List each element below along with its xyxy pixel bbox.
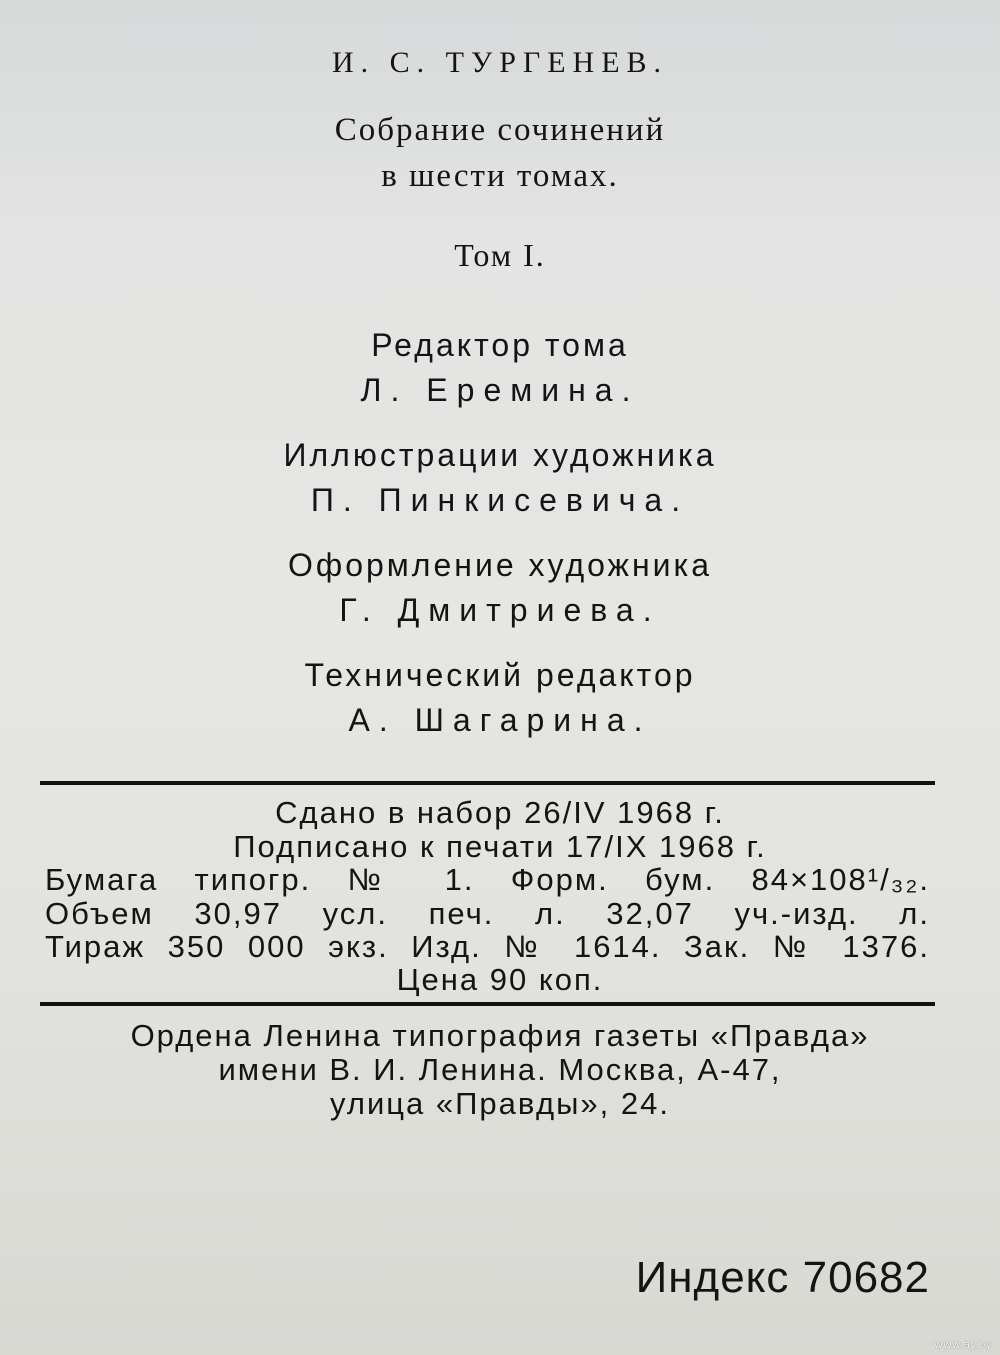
collection-title-line2: в шести томах. [381,158,619,194]
printer-line2: имени В. И. Ленина. Москва, А-47, [218,1052,782,1087]
imprint-paper-format: Бумага типогр. № 1. Форм. бум. 84×108¹/₃₂. [45,862,930,897]
credit-role-designer: Оформление художника [287,547,712,583]
volume-label: Том I. [454,237,546,273]
divider-rule-top [40,781,935,785]
printer-line3: улица «Правды», 24. [330,1086,670,1121]
imprint-typeset-date: Сдано в набор 26/IV 1968 г. [275,795,725,830]
divider-rule-bottom [40,1002,935,1006]
credit-role-volume-editor: Редактор тома [371,327,629,363]
credit-role-technical-editor: Технический редактор [304,657,696,693]
credit-name-designer: Г. Дмитриева. [339,592,661,628]
imprint-price: Цена 90 коп. [396,962,604,997]
credit-name-technical-editor: А. Шагарина. [348,702,652,738]
imprint-signed-date: Подписано к печати 17/IX 1968 г. [233,829,767,864]
credit-name-volume-editor: Л. Еремина. [360,372,640,408]
catalog-index: Индекс 70682 [635,1253,930,1302]
site-watermark: www.ay.by [933,1338,992,1351]
collection-title-line1: Собрание сочинений [334,112,666,148]
credit-role-illustrator: Иллюстрации художника [283,437,717,473]
author-name: И. С. ТУРГЕНЕВ. [331,46,669,79]
printer-line1: Ордена Ленина типография газеты «Правда» [130,1018,870,1053]
imprint-volume-sheets: Объем 30,97 усл. печ. л. 32,07 уч.-изд. л. [45,896,930,931]
imprint-print-run: Тираж 350 000 экз. Изд. № 1614. Зак. № 1376. [45,929,930,964]
credit-name-illustrator: П. Пинкисевича. [310,482,690,518]
